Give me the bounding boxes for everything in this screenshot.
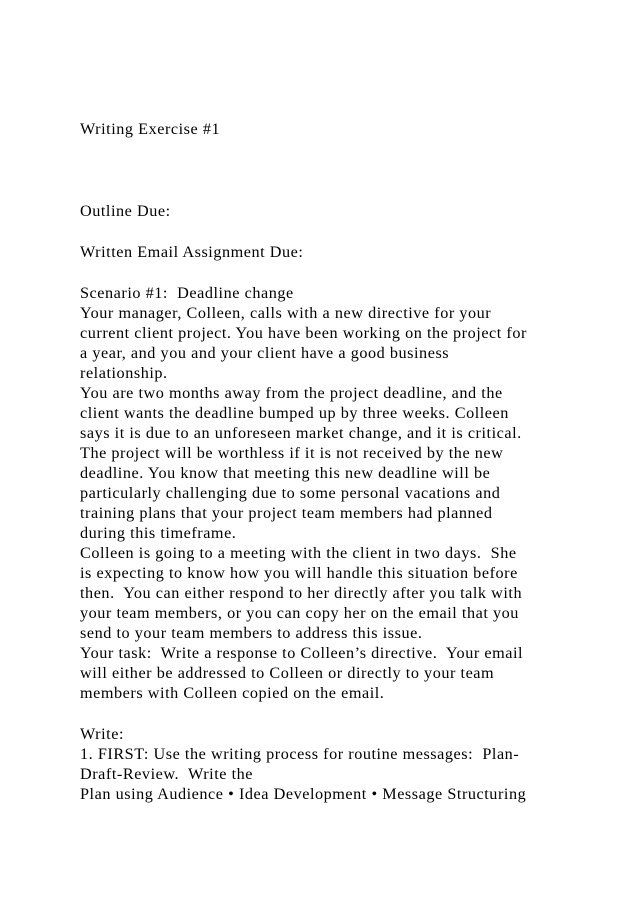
write-line: Draft-Review. Write the	[80, 765, 254, 783]
email-due-label: Written Email Assignment Due:	[80, 243, 304, 261]
body-line: client wants the deadline bumped up by three weeks. Colleen	[80, 404, 509, 422]
body-line: says it is due to an unforeseen market change, and it is critical.	[80, 424, 522, 442]
body-line: current client project. You have been working on the project for	[80, 324, 527, 342]
body-line: members with Colleen copied on the email.	[80, 684, 385, 702]
write-line: Plan using Audience • Idea Development • Message Structuring	[80, 785, 527, 803]
write-heading: Write:	[80, 725, 124, 743]
body-line: is expecting to know how you will handle this situation before	[80, 564, 518, 582]
body-line: particularly challenging due to some personal vacations and	[80, 484, 501, 502]
body-line: then. You can either respond to her directly after you talk with	[80, 584, 523, 602]
outline-due-label: Outline Due:	[80, 202, 171, 220]
document-title: Writing Exercise #1	[80, 120, 221, 138]
body-line: Your manager, Colleen, calls with a new directive for your	[80, 304, 492, 322]
body-line: training plans that your project team members had planned	[80, 504, 493, 522]
body-line: Your task: Write a response to Colleen’s directive. Your email	[80, 644, 524, 662]
body-line: send to your team members to address this issue.	[80, 624, 423, 642]
body-line: your team members, or you can copy her on the email that you	[80, 604, 519, 622]
scenario-heading: Scenario #1: Deadline change	[80, 284, 294, 302]
body-line: Colleen is going to a meeting with the client in two days. She	[80, 544, 517, 562]
body-line: relationship.	[80, 364, 168, 382]
body-line: deadline. You know that meeting this new deadline will be	[80, 464, 491, 482]
write-line: 1. FIRST: Use the writing process for routine messages: Plan-	[80, 745, 520, 763]
body-line: will either be addressed to Colleen or directly to your team	[80, 664, 495, 682]
body-line: during this timeframe.	[80, 524, 237, 542]
body-line: The project will be worthless if it is not received by the new	[80, 444, 504, 462]
body-line: a year, and you and your client have a good business	[80, 344, 450, 362]
body-line: You are two months away from the project deadline, and the	[80, 384, 503, 402]
